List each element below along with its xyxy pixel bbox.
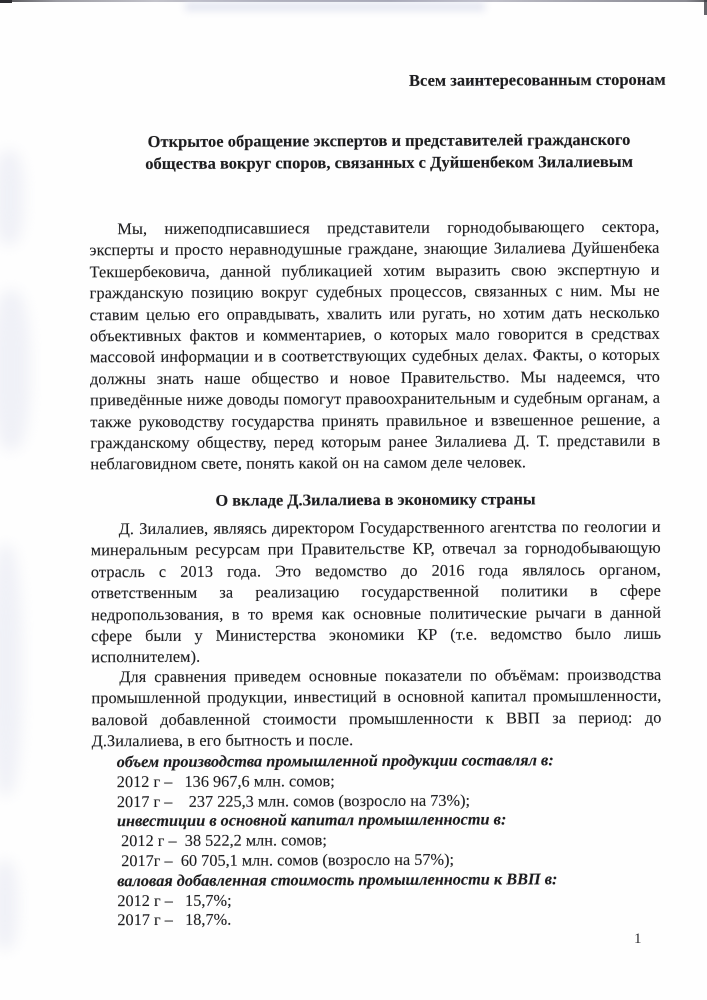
indicator-value-row: 2017 г – 237 225,3 млн. сомов (возросло на 73%); [116,790,471,811]
indicator-group-title: валовая добавленная стоимость промышленности к ВВП в: [117,868,558,890]
document-title [114,129,664,174]
indicator-value-row: 2012 г – 15,7%; [117,890,232,910]
document-title-line-1: Открытое обращение экспертов и представителей гражданского [147,129,631,151]
indicator-group-title: инвестиции в основной капитал промышленности в: [116,809,507,831]
recipient-line: Всем заинтересованным сторонам [408,69,666,90]
indicator-value-row: 2012 г – 38 522,2 млн. сомов; [117,830,327,851]
scan-shadow-blotch [0,860,18,950]
indicator-value-row: 2012 г – 136 967,6 млн. сомов; [116,770,335,791]
indicator-list [117,750,663,931]
scan-shadow-blotch [0,545,22,795]
indicator-value-row: 2017 г – 18,7%. [117,910,232,930]
document-title-line-2: общества вокруг споров, связанных с Дуйшенбеком Зилалиевым [145,151,633,173]
document-content [88,0,666,930]
section-paragraph-1: Д. Зилалиев, являясь директором Государственного агентства по геологии и минеральным ресурсам при Правительстве КР, отвечал за горнодобывающую отрасль с 2013 года. Это ведомство до 2016 года являлось органом, ответственным за реализацию государственной политики в сфере недропользования, в то время как основные политические рычаги в данной сфере были у Министерства экономики КР (т.е. ведомство было лишь исполнителем). [90,516,662,667]
indicator-value-row: 2017г – 60 705,1 млн. сомов (возросло на 57%); [117,849,455,871]
indicator-group-title: объем производства промышленной продукции составлял в: [116,750,554,772]
scan-edge-artifact-top-left [0,0,12,3]
section-heading: О вкладе Д.Зилалиева в экономику страны [215,489,536,510]
scan-shadow-blotch [0,290,30,450]
scan-shadow-blotch [0,150,24,245]
page-number: 1 [634,931,642,947]
intro-paragraph: Мы, нижеподписавшиеся представители горнодобывающего сектора, эксперты и просто неравнодушные граждане, знающие Зилалиева Дуйшенбека Текшербековича, данной публикацией хотим выразить свою экспертную и гражданскую позицию вокруг судебных процессов, связанных с ним. Мы не ставим целью его оправдывать, хвалить или ругать, но хотим дать несколько объективных фактов и комментариев, о которых мало говорится в средствах массовой информации и в соответствующих судебных делах. Факты, о которых должны знать наше общество и новое Правительство. Мы надеемся, что приведённые ниже доводы помогут правоохранительным и судебным органам, а также руководству государства принять правильное и взвешенное решение, а гражданскому обществу, перед которым ранее Зилалиева Д. Т. представили в неблаговидном свете, понять какой он на самом деле человек. [89,216,661,474]
section-paragraph-2: Для сравнения приведем основные показатели по объёмам: производства промышленной продукции, инвестиций в основной капитал промышленности, валовой добавленной стоимости промышленности к ВВП за период: до Д.Зилалиева, в его бытность и после. [91,664,662,751]
